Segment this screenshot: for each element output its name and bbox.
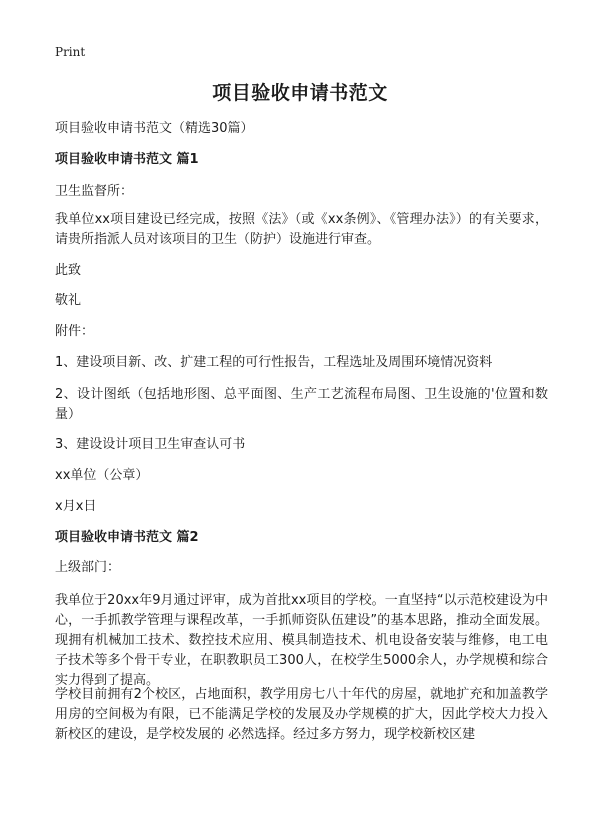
attachment-item: 1、建设项目新、改、扩建工程的可行性报告，工程选址及周围环境情况资料	[55, 355, 493, 370]
attachments-label: 附件：	[55, 324, 95, 339]
recipient-line: 上级部门：	[55, 560, 121, 575]
signature-date: x月x日	[55, 499, 97, 514]
attachment-item: 2、设计图纸（包括地形图、总平面图、生产工艺流程布局图、卫生设施的'位置和数量）	[55, 387, 548, 422]
document-subtitle: 项目验收申请书范文（精选30篇）	[55, 121, 254, 136]
section-heading-1: 项目验收申请书范文 篇1	[55, 152, 199, 167]
body-paragraph: 学校目前拥有2个校区，占地面积，教学用房七八十年代的房屋，就地扩充和加盖教学用房的空间极为有限，已不能满足学校的发展及办学规模的扩大，因此学校大力投入新校区的建设，是学校发展的 必然选择。经过多方努力，现学校新校区建	[55, 687, 548, 742]
closing-line: 敬礼	[55, 293, 82, 308]
body-paragraph: 我单位于20xx年9月通过评审，成为首批xx项目的学校。一直坚持“以示范校建设为中心，一手抓教学管理与课程改革，一手抓师资队伍建设”的基本思路，推动全面发展。现拥有机械加工技术、数控技术应用、模具制造技术、机电设备安装与维修，电工电子技术等多个骨干专业，在职教职员工300人，在校学生5000余人，办学规模和综合实力得到了提高。	[55, 593, 548, 688]
section-heading-2: 项目验收申请书范文 篇2	[55, 530, 199, 545]
signature-org: xx单位（公章）	[55, 468, 149, 483]
attachment-item: 3、建设设计项目卫生审查认可书	[55, 437, 246, 452]
document-title: 项目验收申请书范文	[212, 82, 388, 104]
print-link[interactable]: Print	[55, 45, 86, 59]
closing-line: 此致	[55, 263, 82, 278]
body-paragraph: 我单位xx项目建设已经完成，按照《法》（或《xx条例》、《管理办法》）的有关要求，请贵所指派人员对该项目的卫生（防护）设施进行审查。	[55, 212, 548, 247]
recipient-line: 卫生监督所：	[55, 184, 134, 199]
